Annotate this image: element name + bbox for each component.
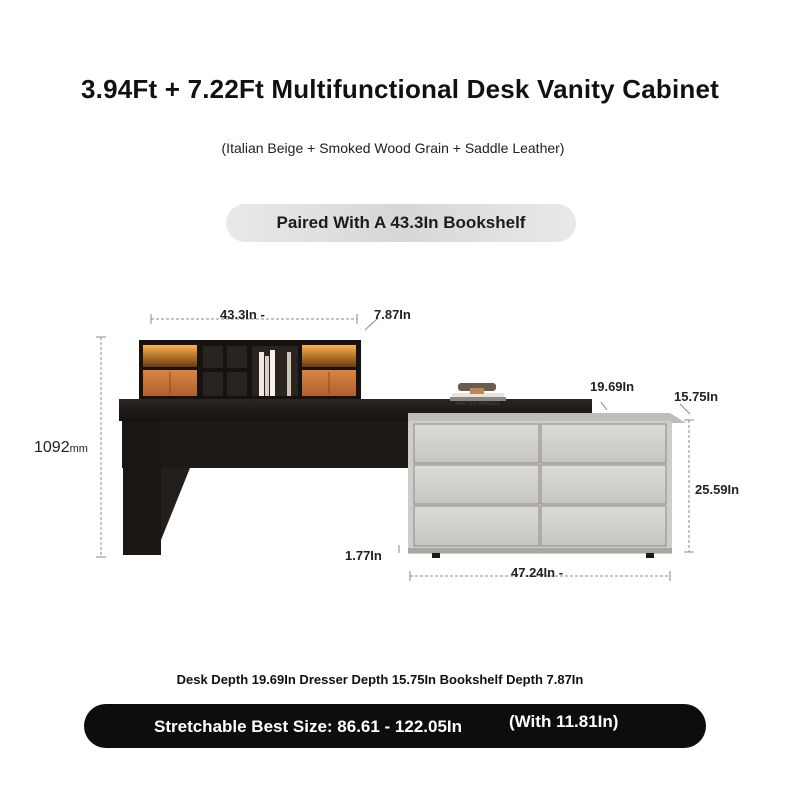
total-height-label [34,439,88,457]
total-height-unit: mm [69,443,88,455]
bookshelf-depth-label: 7.87In [374,307,411,322]
desk-depth-label: 19.69In [590,379,635,394]
bookshelf [139,340,361,400]
stretch-size-label: Stretchable Best Size: 86.61 - 122.05In [154,717,463,736]
stretch-extra-label: (With 11.81In) [509,712,619,731]
dresser-depth-label: 15.75In [674,389,719,404]
dresser-height-label: 25.59In [695,482,740,497]
foot-height-label: 1.77In [345,548,382,563]
dresser-width-label: 47.24In - [511,565,564,580]
desk-decor [450,383,506,401]
book-label: WALTER FINANCE [456,401,500,407]
page-title: 3.94Ft + 7.22Ft Multifunctional Desk Vanity Cabinet [81,74,719,104]
bookshelf-width-label: 43.3In - [220,307,265,322]
depth-summary: Desk Depth 19.69In Dresser Depth 15.75In Bookshelf Depth 7.87In [176,672,584,687]
stretch-banner [84,704,706,748]
page-subtitle: (Italian Beige + Smoked Wood Grain + Saddle Leather) [221,140,565,156]
total-height-value: 1092 [34,439,70,456]
dresser [408,413,686,558]
bookshelf-pill-label: Paired With A 43.3In Bookshelf [276,213,526,232]
